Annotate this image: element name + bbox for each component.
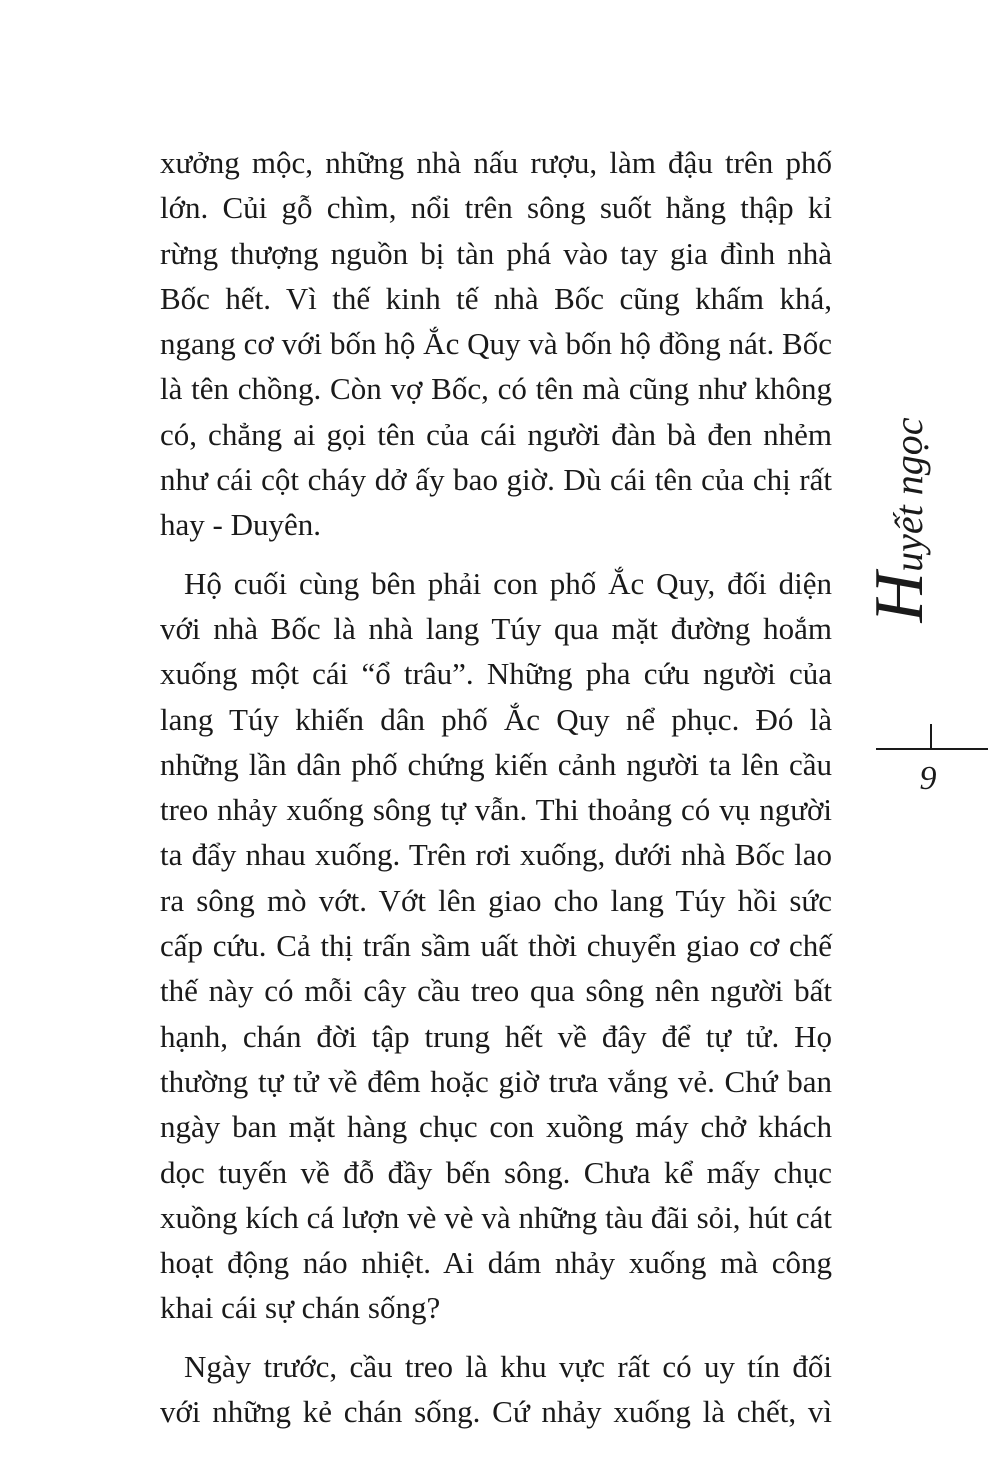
text-line: lớn. Củi gỗ chìm, nổi trên sông suốt hằng thập kỉ <box>160 190 832 226</box>
margin-divider-vertical <box>930 724 932 750</box>
text-line: xưởng mộc, những nhà nấu rượu, làm đậu trên phố <box>160 145 832 180</box>
text-line: ta đẩy nhau xuống. Trên rơi xuống, dưới nhà Bốc lao <box>160 837 832 873</box>
page-number: 9 <box>919 760 937 797</box>
text-line: hoạt động náo nhiệt. Ai dám nhảy xuống mà công <box>160 1245 832 1281</box>
text-line: thế này có mỗi cây cầu treo qua sông nên người bất <box>160 973 832 1009</box>
text-line: cấp cứu. Cả thị trấn sầm uất thời chuyển giao cơ chế <box>160 928 832 964</box>
text-line: Ngày trước, cầu treo là khu vực rất có uy tín đối <box>184 1348 832 1384</box>
text-line: xuồng kích cá lượn vè vè và những tàu đãi sỏi, hút cát <box>160 1199 832 1235</box>
text-line: Bốc hết. Vì thế kinh tế nhà Bốc cũng khấm khá, <box>160 280 832 316</box>
running-title <box>860 418 940 623</box>
text-line: rừng thượng nguồn bị tàn phá vào tay gia đình nhà <box>160 235 832 271</box>
text-line: ngày ban mặt hàng chục con xuồng máy chở khách <box>160 1109 832 1145</box>
text-line: là tên chồng. Còn vợ Bốc, có tên mà cũng như không <box>160 371 832 407</box>
running-title-initial: H <box>861 571 938 623</box>
text-line: những lần dân phố chứng kiến cảnh người ta lên cầu <box>160 746 832 782</box>
text-line: hay - Duyên. <box>160 507 321 543</box>
text-line: ngang cơ với bốn hộ Ắc Quy và bốn hộ đồng nát. Bốc <box>160 326 832 362</box>
text-line: với nhà Bốc là nhà lang Túy qua mặt đường hoắm <box>160 610 832 646</box>
running-title-rest: uyết ngọc <box>886 417 931 572</box>
text-line: ra sông mò vớt. Vớt lên giao cho lang Túy hồi sức <box>160 882 832 918</box>
body-text <box>160 140 832 1434</box>
margin-divider <box>876 748 988 750</box>
text-line: có, chẳng ai gọi tên của cái người đàn bà đen nhẻm <box>160 416 832 452</box>
text-line: hạnh, chán đời tập trung hết về đây để tự tử. Họ <box>160 1018 832 1054</box>
text-line: khai cái sự chán sống? <box>160 1290 441 1326</box>
text-line: treo nhảy xuống sông tự vẫn. Thi thoảng có vụ người <box>160 792 832 828</box>
text-line: như cái cột cháy dở ấy bao giờ. Dù cái tên của chị rất <box>160 462 832 498</box>
text-line: với những kẻ chán sống. Cứ nhảy xuống là chết, vì <box>160 1394 832 1430</box>
text-line: lang Túy khiến dân phố Ắc Quy nể phục. Đó là <box>160 701 832 737</box>
text-line: xuống một cái “ổ trâu”. Những pha cứu người của <box>160 656 832 692</box>
text-line: dọc tuyến về đỗ đầy bến sông. Chưa kể mấy chục <box>160 1154 832 1190</box>
text-line: Hộ cuối cùng bên phải con phố Ắc Quy, đối diện <box>184 565 832 601</box>
text-line: thường tự tử về đêm hoặc giờ trưa vắng vẻ. Chứ ban <box>160 1063 832 1099</box>
